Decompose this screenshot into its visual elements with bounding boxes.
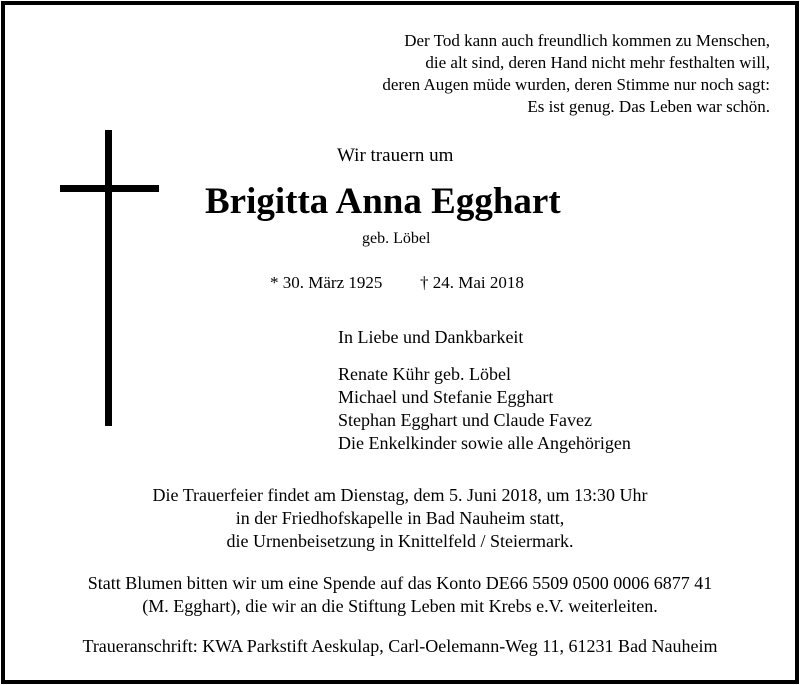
mourner-name: Stephan Egghart und Claude Favez xyxy=(338,410,592,430)
birth-name: geb. Löbel xyxy=(362,230,431,247)
birth-date: * 30. März 1925 xyxy=(270,273,383,292)
cross-icon-beam xyxy=(60,185,159,192)
poem-line: deren Augen müde wurden, deren Stimme nur noch sagt: xyxy=(382,75,770,94)
ceremony-line: die Urnenbeisetzung in Knittelfeld / Steiermark. xyxy=(226,531,574,551)
mourner-name: Renate Kühr geb. Löbel xyxy=(338,364,511,384)
ceremony-info xyxy=(0,484,800,553)
donation-line: (M. Egghart), die wir an die Stiftung Leben mit Krebs e.V. weiterleiten. xyxy=(142,596,658,616)
death-date: † 24. Mai 2018 xyxy=(420,273,524,292)
poem-line: Es ist genug. Das Leben war schön. xyxy=(527,97,770,116)
intro-text: Wir trauern um xyxy=(337,145,454,166)
mourning-address: Traueranschrift: KWA Parkstift Aeskulap, Carl-Oelemann-Weg 11, 61231 Bad Nauheim xyxy=(82,636,718,656)
mourner-name: Die Enkelkinder sowie alle Angehörigen xyxy=(338,433,631,453)
poem-line: Der Tod kann auch freundlich kommen zu Menschen, xyxy=(404,31,770,50)
ceremony-line: Die Trauerfeier findet am Dienstag, dem 5. Juni 2018, um 13:30 Uhr xyxy=(152,485,648,505)
deceased-name: Brigitta Anna Egghart xyxy=(205,181,561,222)
gratitude-text: In Liebe und Dankbarkeit xyxy=(338,327,524,347)
cross-icon xyxy=(105,130,112,426)
poem-line: die alt sind, deren Hand nicht mehr festhalten will, xyxy=(425,53,770,72)
donation-line: Statt Blumen bitten wir um eine Spende auf das Konto DE66 5509 0500 0006 6877 41 xyxy=(87,573,713,593)
donation-info xyxy=(0,572,800,618)
mourners-list xyxy=(338,363,631,455)
poem xyxy=(382,30,770,118)
mourner-name: Michael und Stefanie Egghart xyxy=(338,387,554,407)
ceremony-line: in der Friedhofskapelle in Bad Nauheim statt, xyxy=(235,508,565,528)
